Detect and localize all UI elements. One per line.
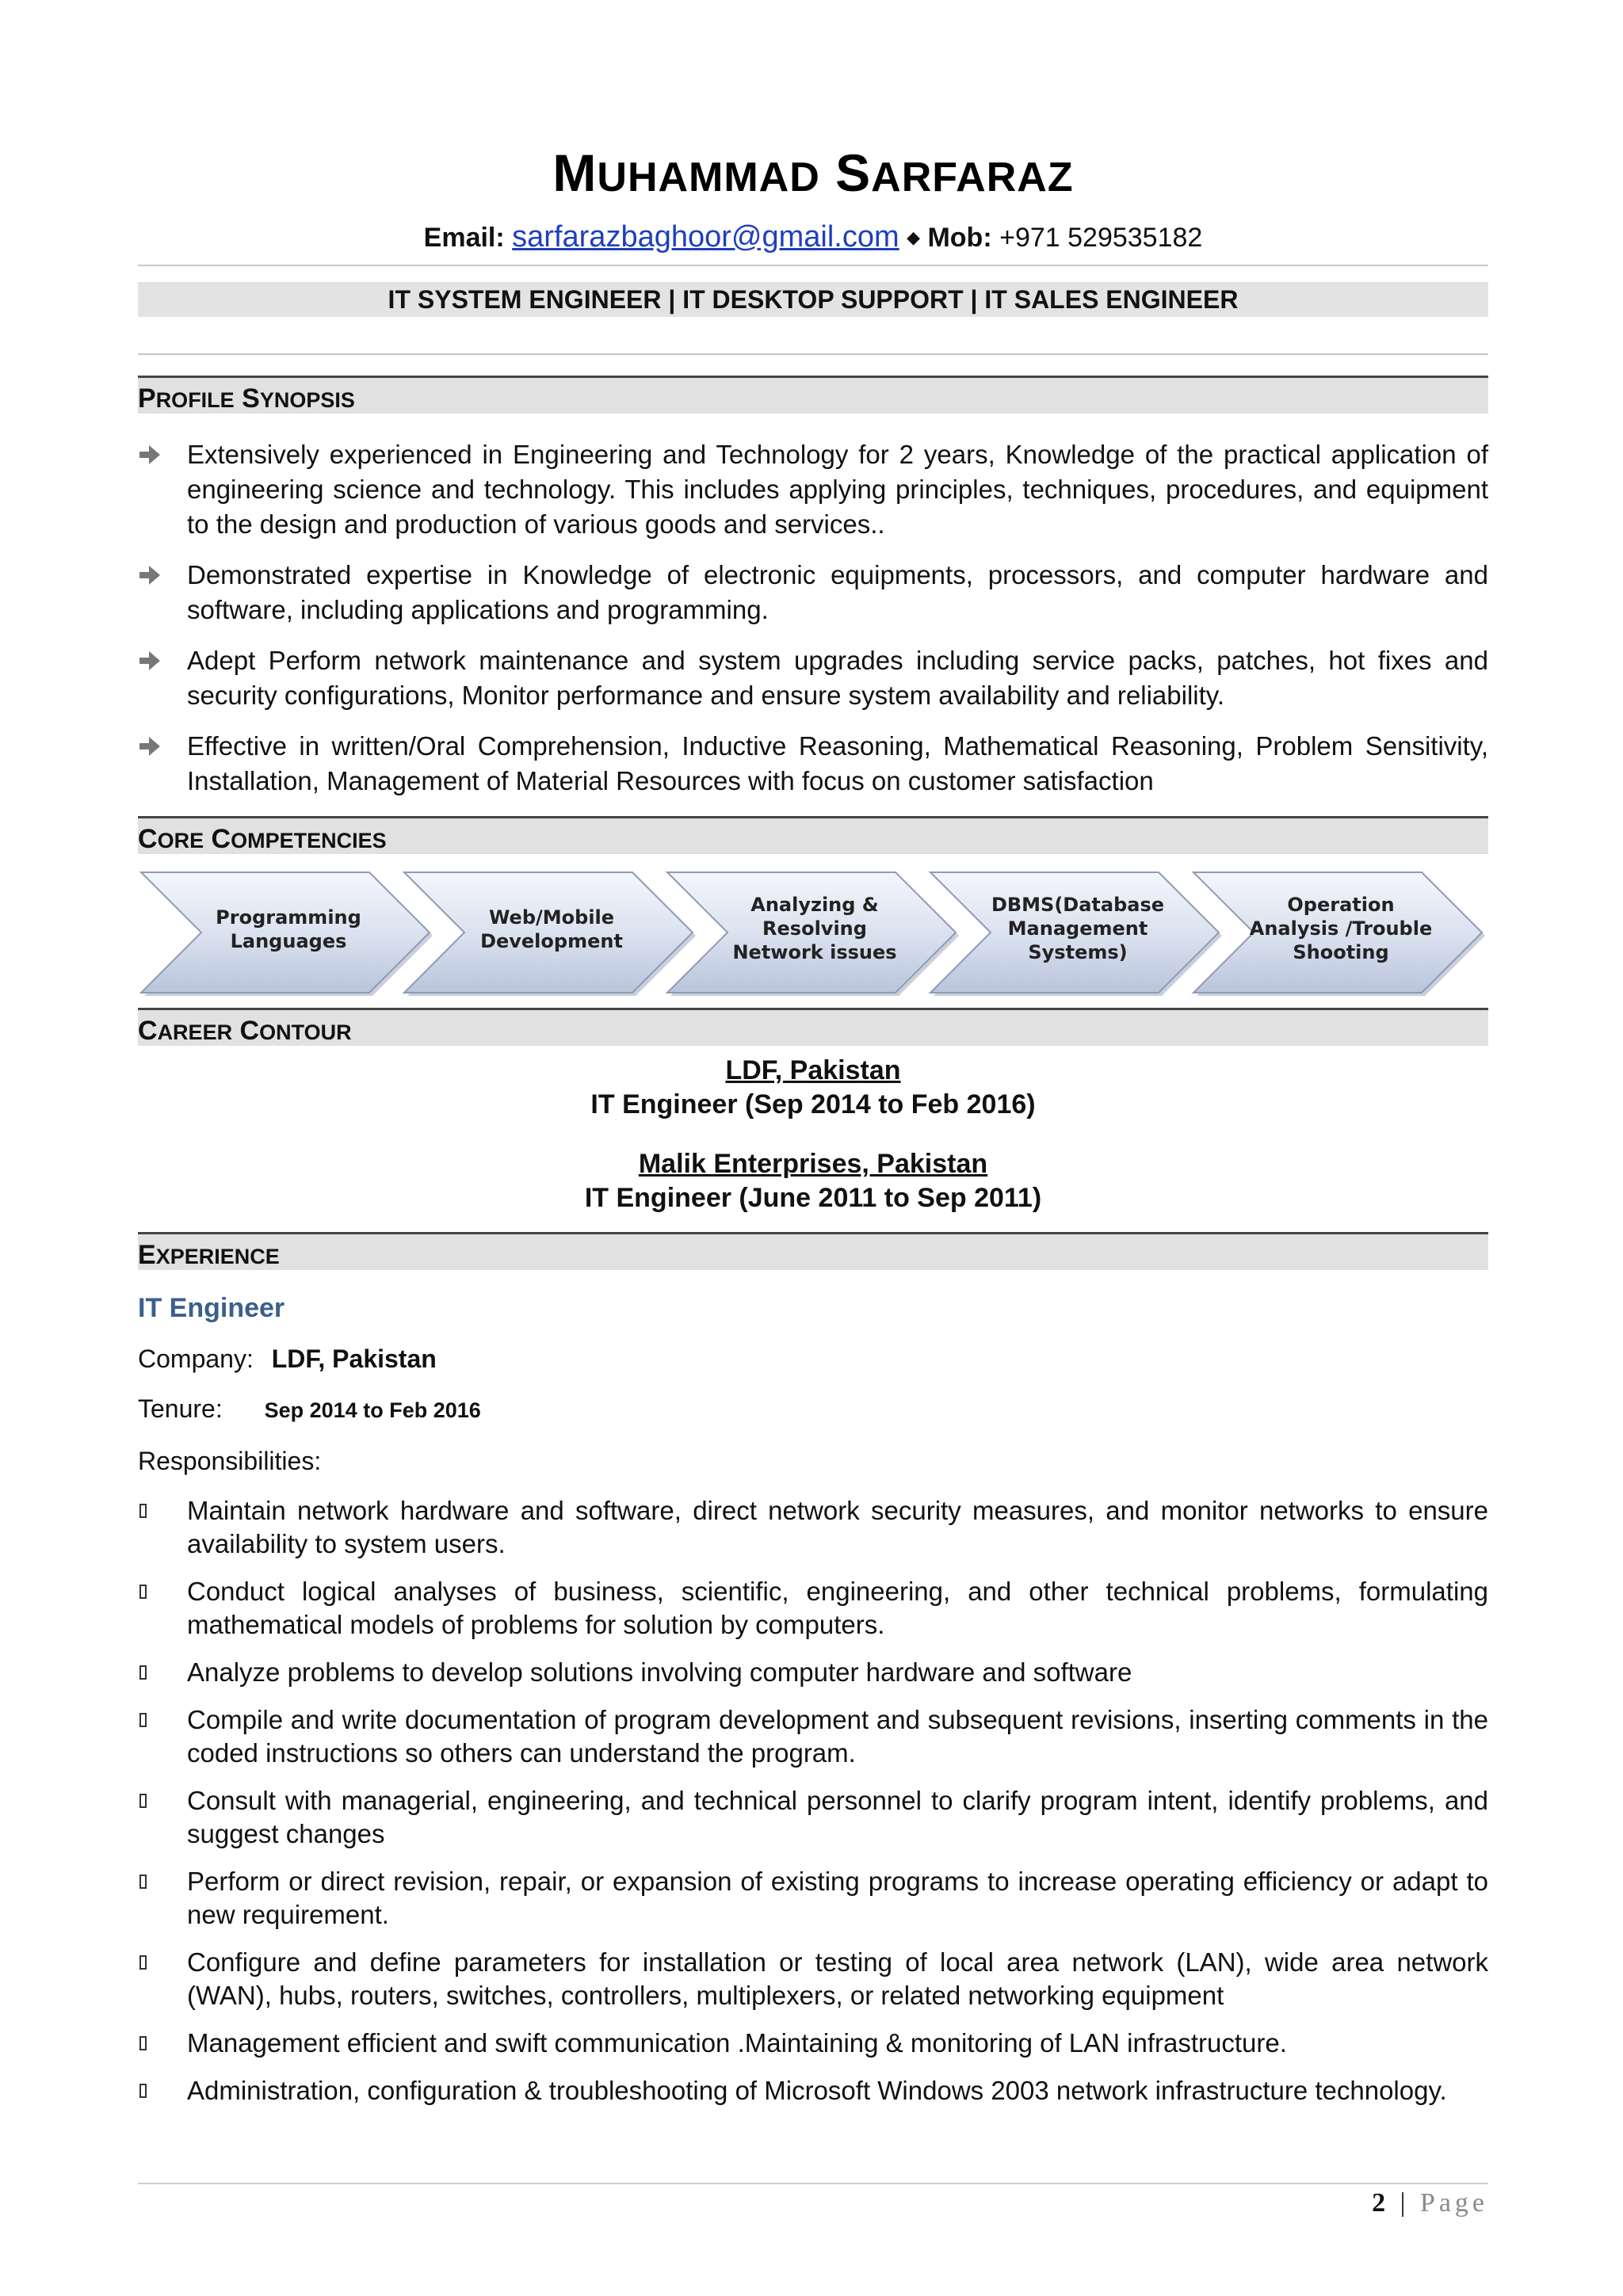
heading-initial: E xyxy=(138,1240,156,1270)
list-item xyxy=(138,1656,1488,1689)
professional-title-bar: IT SYSTEM ENGINEER | IT DESKTOP SUPPORT | IT SALES ENGINEER xyxy=(138,282,1488,317)
profile-text: Demonstrated expertise in Knowledge of electronic equipments, processors, and computer hardware and software, including applications and programming. xyxy=(187,560,1488,624)
list-item xyxy=(138,1575,1488,1642)
bullet-box-icon xyxy=(139,1665,147,1680)
bullet-box-icon xyxy=(139,2036,147,2050)
list-item xyxy=(138,2074,1488,2107)
competency-label xyxy=(720,893,910,964)
contact-line xyxy=(138,220,1488,254)
heading-initial: S xyxy=(242,383,260,414)
bullet-box-icon xyxy=(139,1504,147,1518)
list-item xyxy=(138,2027,1488,2060)
page-word: Page xyxy=(1419,2188,1488,2218)
list-item xyxy=(138,643,1488,713)
competency-label xyxy=(456,906,647,953)
bullet-box-icon xyxy=(139,2084,147,2098)
career-company: Malik Enterprises, Pakistan xyxy=(638,1149,988,1179)
heading-initial: C xyxy=(138,824,158,854)
tenure-value: Sep 2014 to Feb 2016 xyxy=(264,1398,481,1422)
responsibility-text: Configure and define parameters for installation or testing of local area network (LAN), wide area network (WAN), hubs, routers, switches, controllers, multiplexers, or related networking equipment xyxy=(187,1947,1488,2010)
bullet-box-icon xyxy=(139,1955,147,1970)
competency-line: Resolving xyxy=(762,917,867,940)
section-profile-synopsis xyxy=(138,376,1488,414)
list-item xyxy=(138,1703,1488,1770)
responsibilities-label: Responsibilities: xyxy=(138,1447,322,1475)
competency-label xyxy=(983,893,1173,964)
heading-rest: ROFILE xyxy=(155,388,235,412)
job-title: IT Engineer xyxy=(138,1293,285,1323)
list-item xyxy=(138,437,1488,542)
competency-line: Development xyxy=(480,930,623,952)
heading-rest: ORE xyxy=(157,829,204,852)
candidate-name xyxy=(138,143,1488,203)
competency-line: Analysis /Trouble xyxy=(1249,917,1433,940)
arrow-right-icon xyxy=(138,730,162,762)
heading-rest: ONTOUR xyxy=(259,1020,352,1044)
heading-initial: C xyxy=(239,1016,260,1046)
responsibility-text: Management efficient and swift communication .Maintaining & monitoring of LAN infrastructure. xyxy=(187,2028,1287,2058)
career-role: IT Engineer (June 2011 to Sep 2011) xyxy=(584,1183,1042,1213)
competency-line: Systems) xyxy=(1028,941,1128,963)
profile-text: Adept Perform network maintenance and system upgrades including service packs, patches, hot fixes and security configurations, Monitor performance and ensure system availability and reliability. xyxy=(187,646,1488,710)
email-link[interactable]: sarfarazbaghoor@gmail.com xyxy=(512,220,899,254)
bullet-box-icon xyxy=(139,1585,147,1599)
heading-initial: C xyxy=(211,824,231,854)
responsibility-text: Compile and write documentation of program development and subsequent revisions, inserting comments in the coded instructions so others can understand the program. xyxy=(187,1705,1488,1768)
heading-rest: YNOPSIS xyxy=(259,388,355,412)
responsibilities-list xyxy=(138,1494,1488,2122)
heading-rest: AREER xyxy=(157,1020,233,1044)
competency-line: Operation xyxy=(1287,894,1395,916)
section-core-competencies xyxy=(138,816,1488,854)
arrow-right-icon xyxy=(138,439,162,471)
name-rest: UHAMMAD xyxy=(597,154,820,200)
competency-chevrons xyxy=(138,868,1488,1002)
company-label: Company: xyxy=(138,1344,254,1373)
mob-number: +971 529535182 xyxy=(999,223,1203,253)
company-value: LDF, Pakistan xyxy=(271,1344,437,1373)
competency-line: Web/Mobile xyxy=(488,906,615,929)
responsibility-text: Analyze problems to develop solutions involving computer hardware and software xyxy=(187,1657,1132,1687)
diamond-separator-icon: ◆ xyxy=(907,227,920,247)
competency-line: Management xyxy=(1007,917,1148,940)
page-divider: | xyxy=(1400,2188,1410,2218)
surname-initial: S xyxy=(835,143,872,202)
responsibility-text: Consult with managerial, engineering, and technical personnel to clarify program intent, identify problems, and suggest changes xyxy=(187,1786,1488,1848)
list-item xyxy=(138,729,1488,799)
divider xyxy=(138,353,1488,355)
career-company: LDF, Pakistan xyxy=(725,1055,901,1085)
heading-initial: P xyxy=(138,383,156,414)
divider xyxy=(138,265,1488,266)
arrow-right-icon xyxy=(138,559,162,591)
responsibility-text: Conduct logical analyses of business, scientific, engineering, and other technical problems, formulating mathematical models of problems for solution by computers. xyxy=(187,1577,1488,1639)
competency-line: DBMS(Database xyxy=(991,894,1165,916)
competency-label xyxy=(193,906,384,953)
career-entry xyxy=(138,1149,1488,1214)
heading-rest: XPERIENCE xyxy=(155,1245,280,1268)
list-item xyxy=(138,1784,1488,1851)
responsibility-text: Perform or direct revision, repair, or expansion of existing programs to increase operating efficiency or adapt to new requirement. xyxy=(187,1867,1488,1929)
page-number xyxy=(1372,2188,1488,2218)
profile-text: Extensively experienced in Engineering and Technology for 2 years, Knowledge of the practical application of engineering science and technology. This includes applying principles, techniques, procedures, and equipment to the design and production of various goods and services.. xyxy=(187,440,1488,539)
career-entry xyxy=(138,1055,1488,1120)
mob-label: Mob: xyxy=(927,223,992,253)
list-item xyxy=(138,1865,1488,1932)
career-role: IT Engineer (Sep 2014 to Feb 2016) xyxy=(590,1089,1036,1119)
competency-line: Network issues xyxy=(732,941,897,963)
company-field xyxy=(138,1344,437,1374)
competency-line: Languages xyxy=(230,930,347,952)
list-item xyxy=(138,558,1488,627)
footer-divider xyxy=(138,2183,1488,2184)
name-initial: M xyxy=(552,143,598,202)
tenure-field xyxy=(138,1394,481,1424)
competency-line: Analyzing & xyxy=(750,894,879,916)
list-item xyxy=(138,1946,1488,2012)
responsibility-text: Maintain network hardware and software, direct network security measures, and monitor networks to ensure availability to system users. xyxy=(187,1496,1488,1558)
section-experience xyxy=(138,1232,1488,1270)
tenure-label: Tenure: xyxy=(138,1394,223,1423)
heading-initial: C xyxy=(138,1016,158,1046)
bullet-box-icon xyxy=(139,1794,147,1808)
profile-list xyxy=(138,437,1488,814)
competency-label xyxy=(1246,893,1436,964)
competency-line: Shooting xyxy=(1293,941,1389,963)
heading-rest: OMPETENCIES xyxy=(231,829,387,852)
list-item xyxy=(138,1494,1488,1561)
page-number-value: 2 xyxy=(1372,2188,1390,2218)
email-label: Email: xyxy=(423,223,505,253)
bullet-box-icon xyxy=(139,1875,147,1889)
profile-text: Effective in written/Oral Comprehension, Inductive Reasoning, Mathematical Reasoning, Problem Sensitivity, Installation, Management of Material Resources with focus on customer satisfaction xyxy=(187,731,1488,795)
section-career-contour xyxy=(138,1008,1488,1046)
competency-line: Programming xyxy=(216,906,361,929)
arrow-right-icon xyxy=(138,645,162,677)
bullet-box-icon xyxy=(139,1713,147,1727)
responsibility-text: Administration, configuration & troubleshooting of Microsoft Windows 2003 network infrastructure technology. xyxy=(187,2076,1447,2105)
surname-rest: ARFARAZ xyxy=(871,154,1074,200)
